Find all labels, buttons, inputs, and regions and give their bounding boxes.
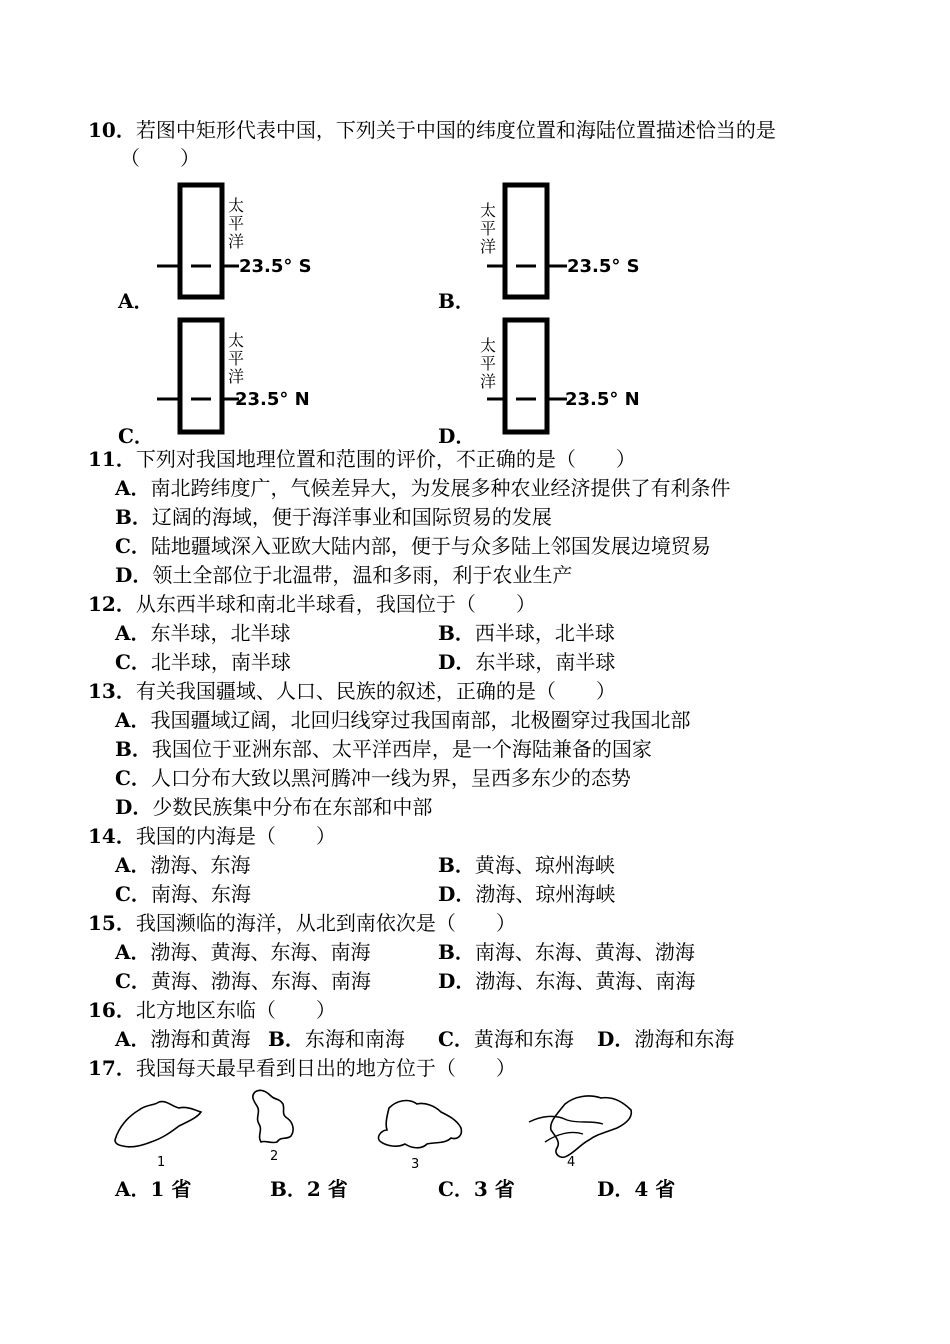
- map-label-2: 2: [270, 1149, 279, 1164]
- q11-option-d: D．领土全部位于北温带，温和多雨，利于农业生产: [115, 563, 573, 587]
- q11-option-a: A．南北跨纬度广，气候差异大，为发展多种农业经济提供了有利条件: [115, 476, 731, 500]
- q10-option-a-label: A．: [118, 289, 154, 313]
- q16-number: 16．: [88, 998, 136, 1022]
- province-map-3: [379, 1101, 462, 1148]
- q14-number: 14．: [88, 824, 136, 848]
- q11-text: 下列对我国地理位置和范围的评价，不正确的是（ ）: [135, 447, 636, 471]
- latitude-label: 23.5° S: [239, 256, 312, 277]
- q14-option-a: A．渤海、东海: [115, 853, 251, 877]
- q11-option-c: C．陆地疆域深入亚欧大陆内部，便于与众多陆上邻国发展边境贸易: [115, 534, 711, 558]
- ocean-char-1: 太: [228, 196, 245, 215]
- q16-text: 北方地区东临（ ）: [135, 998, 336, 1022]
- q12-text: 从东西半球和南北半球看，我国位于（ ）: [135, 592, 536, 616]
- q17-option-a: A．1 省: [115, 1177, 192, 1201]
- province-map-2: [253, 1090, 293, 1142]
- q15-stem: [88, 911, 516, 935]
- q12-option-d: D．东半球，南半球: [438, 650, 616, 674]
- province-map-1: [115, 1102, 201, 1147]
- q10-option-c-label: C．: [118, 424, 154, 448]
- q11-option-b: B．辽阔的海域，便于海洋事业和国际贸易的发展: [115, 505, 552, 529]
- q14-text: 我国的内海是（ ）: [135, 824, 336, 848]
- q17-stem: [88, 1056, 516, 1080]
- q14-stem: [88, 824, 336, 848]
- latitude-label: 23.5° N: [235, 389, 310, 410]
- q12-option-b: B．西半球，北半球: [438, 621, 615, 645]
- q13-option-b: B．我国位于亚洲东部、太平洋西岸，是一个海陆兼备的国家: [115, 737, 652, 761]
- q13-option-a: A．我国疆域辽阔，北回归线穿过我国南部，北极圈穿过我国北部: [115, 708, 691, 732]
- q16-option-b: B．东海和南海: [268, 1027, 405, 1051]
- q11-number: 11．: [88, 447, 136, 471]
- q16-stem: [88, 998, 336, 1022]
- q15-option-d: D．渤海、东海、黄海、南海: [438, 969, 696, 993]
- q15-option-a: A．渤海、黄海、东海、南海: [115, 940, 371, 964]
- q14-option-b: B．黄海、琼州海峡: [438, 853, 615, 877]
- ocean-char-2: 平: [228, 349, 245, 368]
- latitude-label: 23.5° S: [567, 256, 640, 277]
- ocean-char-1: 太: [480, 201, 497, 220]
- q14-option-d: D．渤海、琼州海峡: [438, 882, 616, 906]
- province-map-4: [551, 1096, 632, 1157]
- q17-option-c: C．3 省: [438, 1177, 515, 1201]
- q12-number: 12．: [88, 592, 136, 616]
- q15-option-c: C．黄海、渤海、东海、南海: [115, 969, 371, 993]
- q15-option-b: B．南海、东海、黄海、渤海: [438, 940, 695, 964]
- q16-option-c: C．黄海和东海: [438, 1027, 574, 1051]
- map-label-3: 3: [411, 1157, 420, 1172]
- q13-stem: [88, 679, 616, 703]
- ocean-char-3: 洋: [228, 232, 245, 251]
- ocean-char-2: 平: [480, 219, 497, 238]
- ocean-char-2: 平: [480, 354, 497, 373]
- q12-option-c: C．北半球，南半球: [115, 650, 291, 674]
- q17-text: 我国每天最早看到日出的地方位于（ ）: [135, 1056, 516, 1080]
- q10-figure-c: [155, 315, 325, 440]
- q14-option-c: C．南海、东海: [115, 882, 251, 906]
- q10-figure-b: [475, 180, 645, 305]
- q12-stem: [88, 592, 536, 616]
- ocean-char-3: 洋: [480, 237, 497, 256]
- q10-option-b-label: B．: [438, 289, 475, 313]
- q13-number: 13．: [88, 679, 136, 703]
- q17-number: 17．: [88, 1056, 136, 1080]
- q10-text: 若图中矩形代表中国，下列关于中国的纬度位置和海陆位置描述恰当的是: [135, 118, 776, 142]
- q12-option-a: A．东半球，北半球: [115, 621, 291, 645]
- q17-option-d: D．4 省: [597, 1177, 676, 1201]
- ocean-char-2: 平: [228, 214, 245, 233]
- ocean-char-1: 太: [228, 331, 245, 350]
- latitude-label: 23.5° N: [565, 389, 640, 410]
- q15-number: 15．: [88, 911, 136, 935]
- q10-paren: （ ）: [120, 146, 200, 170]
- q17-option-b: B．2 省: [270, 1177, 348, 1201]
- map-label-4: 4: [567, 1155, 576, 1170]
- q11-stem: [88, 447, 636, 471]
- q17-province-maps: [105, 1082, 665, 1177]
- q13-text: 有关我国疆域、人口、民族的叙述，正确的是（ ）: [135, 679, 616, 703]
- q16-option-a: A．渤海和黄海: [115, 1027, 251, 1051]
- ocean-char-1: 太: [480, 336, 497, 355]
- q15-text: 我国濒临的海洋，从北到南依次是（ ）: [135, 911, 516, 935]
- q10-option-d-label: D．: [438, 424, 476, 448]
- q10-figure-d: [475, 315, 645, 440]
- q10-stem: [88, 118, 776, 142]
- ocean-char-3: 洋: [228, 367, 245, 386]
- q13-option-c: C．人口分布大致以黑河腾冲一线为界，呈西多东少的态势: [115, 766, 631, 790]
- q16-option-d: D．渤海和东海: [597, 1027, 735, 1051]
- q10-number: 10．: [88, 118, 136, 142]
- q10-figure-a: [155, 180, 325, 305]
- map-label-1: 1: [157, 1155, 166, 1170]
- ocean-char-3: 洋: [480, 372, 497, 391]
- q13-option-d: D．少数民族集中分布在东部和中部: [115, 795, 433, 819]
